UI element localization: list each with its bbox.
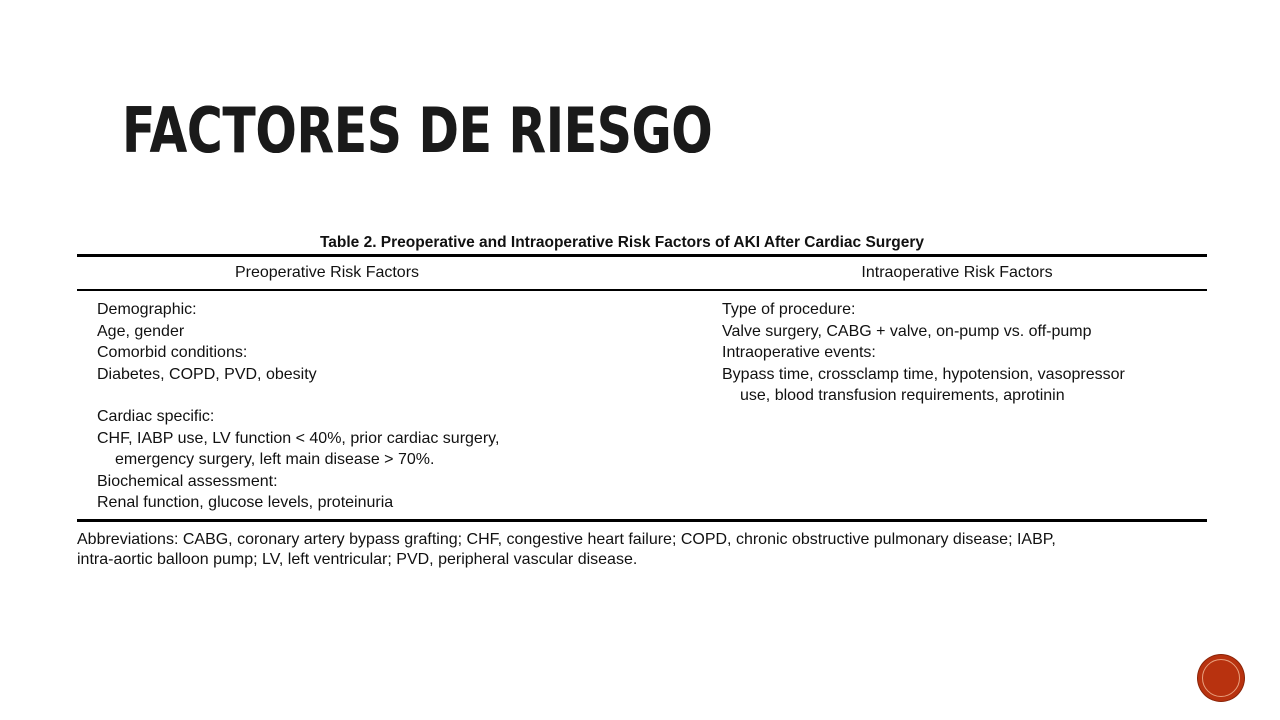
risk-factors-table	[77, 232, 1207, 570]
slide-number-badge	[1198, 655, 1244, 701]
preop-line: Cardiac specific:	[97, 408, 215, 425]
header-preoperative: Preoperative Risk Factors	[234, 264, 420, 281]
footnote-line: intra-aortic balloon pump; LV, left ventricular; PVD, peripheral vascular disease.	[77, 551, 638, 568]
intraop-line: Intraoperative events:	[722, 344, 876, 361]
intraop-line: Type of procedure:	[722, 301, 856, 318]
preop-line: Comorbid conditions:	[97, 344, 248, 361]
intraop-line: use, blood transfusion requirements, aprotinin	[740, 387, 1065, 404]
table-body-row	[77, 291, 1207, 519]
preop-line: Diabetes, COPD, PVD, obesity	[97, 365, 317, 383]
slide-title: FACTORES DE RIESGO	[122, 94, 713, 167]
preop-line: Renal function, glucose levels, proteinuria	[97, 494, 394, 511]
intraop-line: Bypass time, crossclamp time, hypotension, vasopressor	[722, 365, 1125, 383]
section-gap	[97, 385, 722, 406]
footnote-line: Abbreviations: CABG, coronary artery bypass grafting; CHF, congestive heart failure; COPD, chronic obstructive pulmonary disease; IABP,	[77, 531, 1056, 548]
preop-line: Biochemical assessment:	[97, 472, 278, 490]
table-header-row	[77, 257, 1207, 289]
table-caption: Table 2. Preoperative and Intraoperative Risk Factors of AKI After Cardiac Surgery	[319, 234, 925, 251]
table-footnote	[77, 522, 1207, 570]
preop-line: emergency surgery, left main disease > 70%.	[115, 451, 435, 468]
preop-line: Age, gender	[97, 322, 185, 340]
preop-line: Demographic:	[97, 301, 197, 318]
intraoperative-column	[722, 299, 1207, 519]
preoperative-column	[77, 299, 722, 519]
intraop-line: Valve surgery, CABG + valve, on-pump vs. off-pump	[722, 322, 1092, 340]
header-intraoperative: Intraoperative Risk Factors	[861, 264, 1053, 281]
preop-line: CHF, IABP use, LV function < 40%, prior cardiac surgery,	[97, 429, 500, 447]
badge-ring	[1202, 659, 1240, 697]
